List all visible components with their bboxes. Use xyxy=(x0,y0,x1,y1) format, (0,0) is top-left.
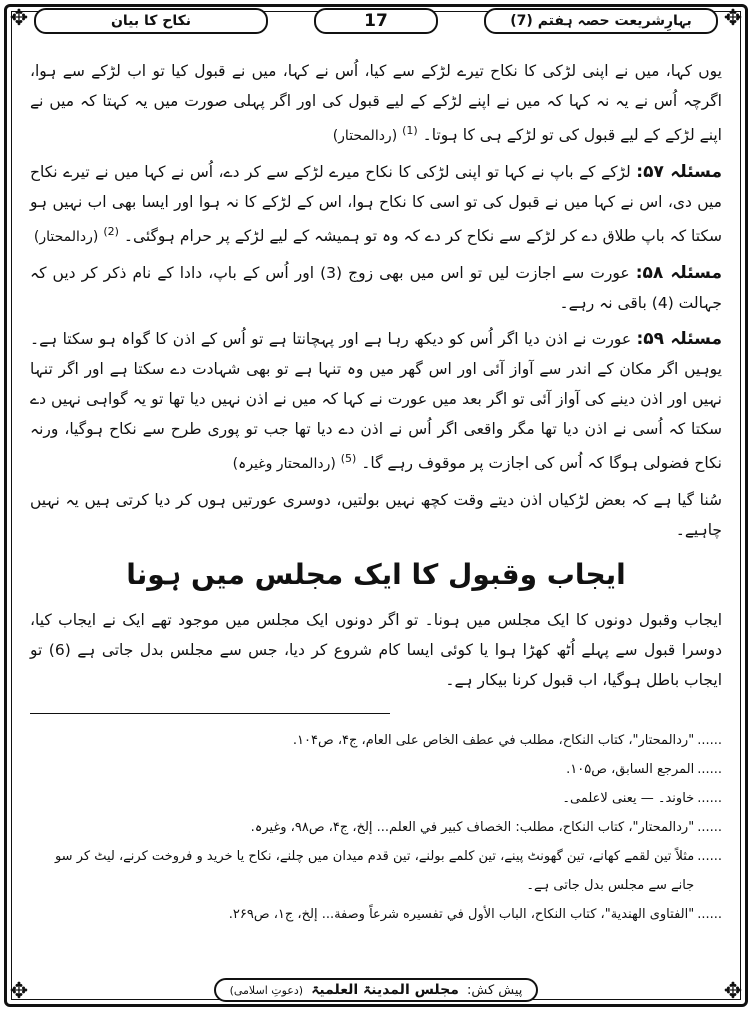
footnote: ...... "ردالمحتار"، کتاب النکاح، مطلب: الخصاف کبیر في العلم... إلخ، ج۴، ص۹۸، وغیرہ. xyxy=(250,820,722,835)
source-citation: (ردالمحتار) xyxy=(33,229,99,246)
footer-prefix: پیش کش: xyxy=(467,983,523,998)
page-footer xyxy=(0,975,752,1005)
publisher-name: مجلس المدینۃ العلمیۃ xyxy=(311,982,459,998)
footnote: ...... خاوند۔ — یعنی لاعلمی۔ xyxy=(562,791,722,806)
section-heading: ایجاب وقبول کا ایک مجلس میں ہونا xyxy=(126,558,626,592)
footnote-ref: (2) xyxy=(103,225,119,239)
paragraph-text: لڑکے کے باپ نے کہا تو اپنی لڑکی کا نکاح میرے لڑکے سے کر دے، اُس نے کہا میں نے تیرے نکاح میں دی، اس نے کہا میں نے قبول کی تو اسی کا نکاح ہوا، اس کے لڑکے کا نہ ہوا اور ایسا بھی اب نہیں ہو سکتا کہ باپ طلاق دے کر لڑکے سے نکاح کر دے کہ وہ تو ہمیشہ کے لیے لڑکے پر حرام ہوگئی۔ xyxy=(30,163,722,246)
corner-ornament-icon: ✥ xyxy=(9,6,29,31)
corner-ornament-icon: ✥ xyxy=(9,979,29,1004)
closing-paragraph: ایجاب وقبول دونوں کا ایک مجلس میں ہونا۔ تو اگر دونوں ایک مجلس میں موجود تھے ایک نے ایجاب کیا، دوسرا قبول سے پہلے اُٹھ کھڑا ہوا یا کوئی ایسا کام شروع کر دیا، جس سے مجلس بدل جاتی ہے (6) تو ایجاب باطل ہوگیا، اب قبول کرنا بیکار ہے۔ xyxy=(30,611,722,690)
footnote: ...... "الفتاوی الهندية"، کتاب النکاح، الباب الأول في تفسيره شرعاً وصفة... إلخ، ج۱، ص۲۶۹. xyxy=(228,907,722,922)
book-title: بہارِشریعت حصہ ہفتم (7) xyxy=(484,8,718,34)
footnote-divider xyxy=(30,713,390,714)
page-header xyxy=(34,8,718,34)
footnote: ...... المرجع السابق، ص۱۰۵. xyxy=(566,762,722,777)
corner-ornament-icon: ✥ xyxy=(723,6,743,31)
masala-label: مسئلہ ۵۹: xyxy=(636,329,723,350)
masala-label: مسئلہ ۵۸: xyxy=(635,263,722,284)
masala-58 xyxy=(30,258,722,318)
publisher-suffix: (دعوتِ اسلامی) xyxy=(229,984,304,997)
footnote-ref: (5) xyxy=(340,452,357,466)
masala-57 xyxy=(30,157,722,252)
masala-59 xyxy=(30,324,722,479)
page-number: 17 xyxy=(314,8,438,34)
corner-ornament-icon: ✥ xyxy=(723,979,743,1004)
footnote-ref: (1) xyxy=(402,124,418,137)
publisher-box xyxy=(214,978,539,1002)
paragraph-text: عورت نے اذن دیا اگر اُس کو دیکھ رہا ہے اور پہچانتا ہے تو اُس کے اذن کا گواہ ہو سکتا ہے۔ یوہیں اگر مکان کے اندر سے آواز آئی اور اس گھر میں وہ تنہا ہے تو بھی شہادت دے سکتا ہے اور اگر تنہا نہیں اور اذن دینے کی آواز آئی تو اگر بعد میں عورت نے کہا کہ میں نے اذن نہیں دیا تھا تو یہ گواہی نہیں دے سکتا کہ اُسی نے اذن دیا تھا مگر واقعی اگر اُس نے اذن دے دیا تھا جب تو پوری طرح سے نکاح ہوگیا، ورنہ نکاح فضولی ہوگا کہ اُس کی اجازت پر موقوف رہے گا۔ xyxy=(30,330,722,473)
paragraph-text: عورت سے اجازت لیں تو اس میں بھی زوج (3) اور اُس کے باپ، دادا کے نام ذکر کر دیں کہ جہالت (4) باقی نہ رہے۔ xyxy=(30,264,722,313)
footnotes xyxy=(30,726,722,929)
footnote: ...... مثلاً تین لقمے کھانے، تین گھونٹ پینے، تین کلمے بولنے، تین قدم میدان میں چلنے، نکاح یا خرید و فروخت کرنے، لیٹ کر سو جانے سے مجلس بدل جاتی ہے۔ xyxy=(54,849,722,893)
main-text xyxy=(30,56,722,701)
paragraph xyxy=(30,56,722,151)
paragraph-text: یوں کہا، میں نے اپنی لڑکی کا نکاح تیرے لڑکے سے کیا، اُس نے کہا، میں نے قبول کیا تو اب لڑکے سے ہوا، اگرچہ اُس نے یہ نہ کہا کہ میں نے اپنے لڑکے کے لیے قبول کی اور اگر پہلی صورت میں یہ کہتا کہ میں نے اپنے لڑکے کے لیے قبول کی تو لڑکے ہی کا ہوتا۔ xyxy=(30,62,722,145)
masala-label: مسئلہ ۵۷: xyxy=(636,162,722,183)
source-citation: (ردالمحتار) xyxy=(332,128,398,145)
source-citation: (ردالمحتار وغیرہ) xyxy=(232,456,336,473)
paragraph xyxy=(30,485,722,545)
footnote: ...... "ردالمحتار"، کتاب النکاح، مطلب في عطف الخاص علی العام، ج۴، ص۱۰۴. xyxy=(292,733,722,748)
chapter-title: نکاح کا بیان xyxy=(34,8,268,34)
paragraph-text: سُنا گیا ہے کہ بعض لڑکیاں اذن دیتے وقت کچھ نہیں بولتیں، دوسری عورتیں ہوں کر دیا کرتی ہیں یہ نہیں چاہیے۔ xyxy=(30,491,722,540)
